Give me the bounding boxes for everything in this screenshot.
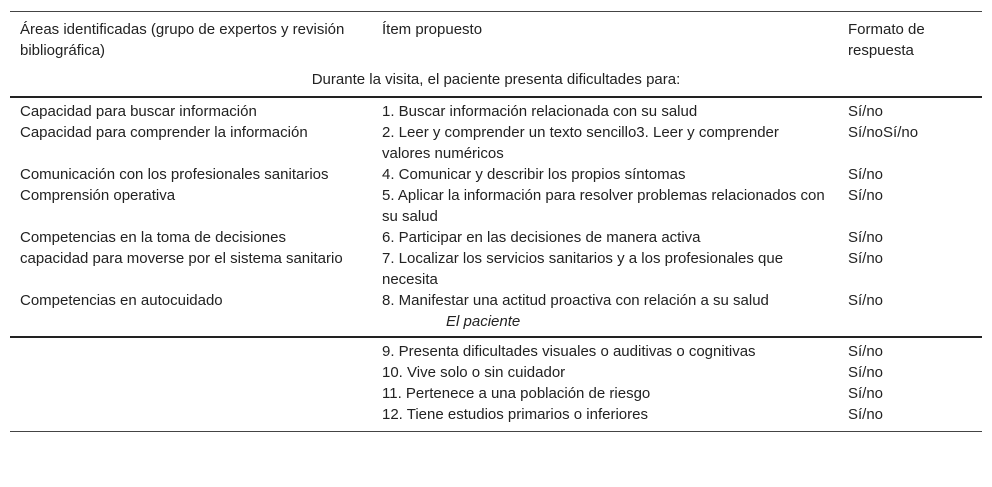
item-cell: 5. Aplicar la información para resolver problemas relacionados con su salud [382, 187, 825, 225]
header-item: Ítem propuesto [382, 21, 483, 38]
table-row [10, 185, 982, 227]
header-format: Formato de respuesta [848, 21, 925, 59]
table-row [10, 122, 982, 164]
table-row [10, 248, 982, 290]
area-cell: Capacidad para buscar información [10, 97, 372, 122]
format-cell: Sí/no [848, 166, 884, 183]
table-row [10, 404, 982, 432]
table-row [10, 97, 982, 122]
section-label-patient: El paciente [446, 313, 521, 330]
item-cell: 4. Comunicar y describir los propios síntomas [382, 166, 686, 183]
area-cell [10, 404, 372, 432]
format-cell: Sí/no [838, 337, 982, 362]
area-cell [10, 337, 372, 362]
section-row-patient [10, 311, 982, 337]
area-cell: Comunicación con los profesionales sanitarios [20, 166, 329, 183]
area-cell: Competencias en la toma de decisiones [20, 229, 286, 246]
header-areas: Áreas identificadas (grupo de expertos y revisión bibliográfica) [20, 21, 345, 59]
item-cell: 1. Buscar información relacionada con su salud [372, 97, 838, 122]
item-cell: 9. Presenta dificultades visuales o auditivas o cognitivas [372, 337, 838, 362]
format-cell: Sí/no [848, 364, 884, 381]
item-cell: 2. Leer y comprender un texto sencillo3. Leer y comprender valores numéricos [382, 124, 779, 162]
table-container [10, 11, 982, 432]
table-header-row [10, 12, 982, 70]
format-cell: Sí/no [848, 187, 884, 204]
format-cell: Sí/no [838, 97, 982, 122]
area-cell: Capacidad para comprender la información [20, 124, 308, 141]
section-label-visit: Durante la visita, el paciente presenta dificultades para: [311, 71, 681, 88]
area-cell [10, 362, 372, 383]
item-cell: 7. Localizar los servicios sanitarios y a los profesionales que necesita [382, 250, 784, 288]
item-cell: 12. Tiene estudios primarios o inferiores [382, 406, 648, 423]
item-cell: 10. Vive solo o sin cuidador [382, 364, 566, 381]
item-cell: 6. Participar en las decisiones de manera activa [382, 229, 701, 246]
section-row-visit [10, 69, 982, 97]
format-cell: Sí/no [848, 385, 884, 402]
format-cell: Sí/no [848, 250, 884, 267]
format-cell: Sí/no [848, 292, 884, 309]
table-row [10, 227, 982, 248]
format-cell: Sí/noSí/no [848, 124, 919, 141]
empty-cell [10, 311, 372, 337]
area-cell [10, 383, 372, 404]
table-row [10, 383, 982, 404]
table-row [10, 164, 982, 185]
area-cell: capacidad para moverse por el sistema sanitario [20, 250, 343, 267]
format-cell: Sí/no [848, 229, 884, 246]
item-cell: 8. Manifestar una actitud proactiva con relación a su salud [382, 292, 769, 309]
table-row [10, 337, 982, 362]
area-cell: Comprensión operativa [20, 187, 176, 204]
table-row [10, 290, 982, 311]
item-cell: 11. Pertenece a una población de riesgo [382, 385, 651, 402]
table-row [10, 362, 982, 383]
format-cell: Sí/no [848, 406, 884, 423]
items-table [10, 11, 982, 432]
area-cell: Competencias en autocuidado [20, 292, 223, 309]
